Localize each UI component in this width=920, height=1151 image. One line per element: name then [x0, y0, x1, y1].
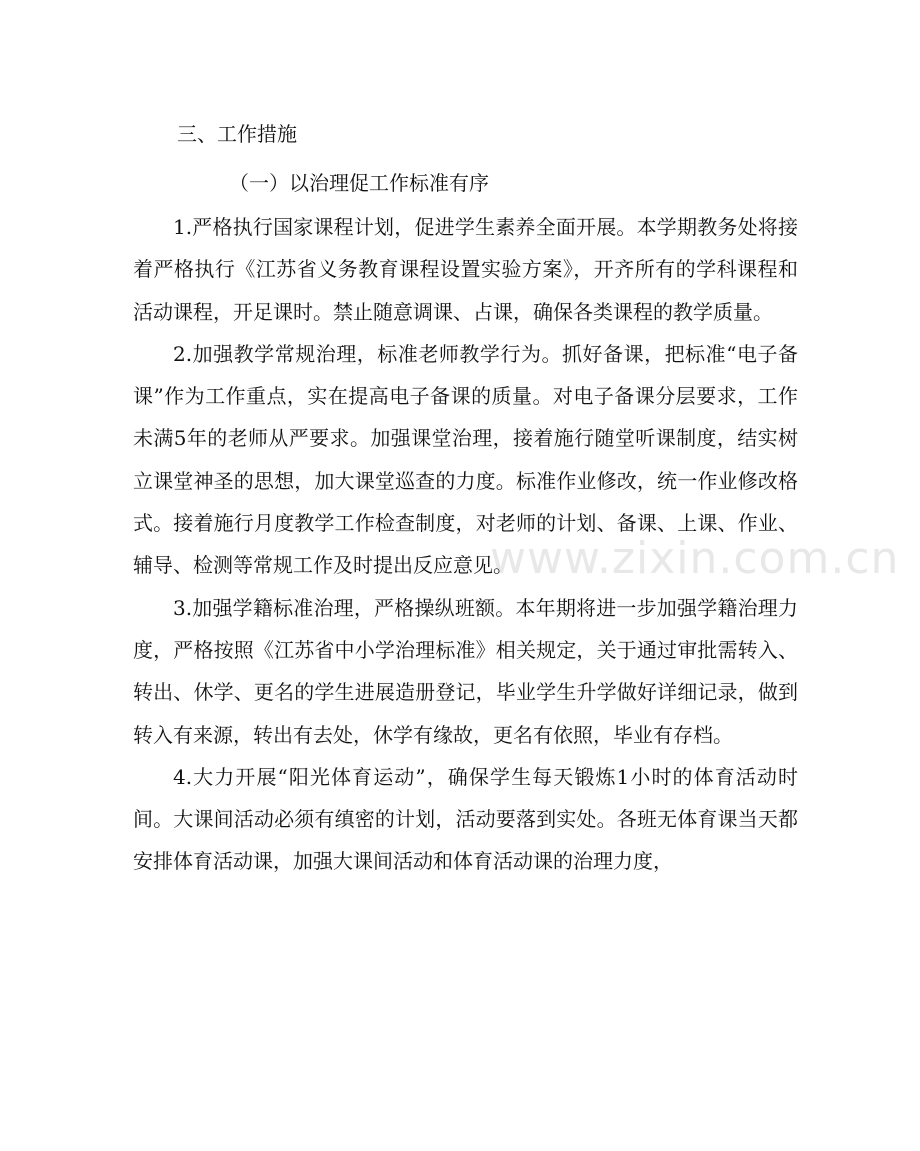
document-body [133, 108, 798, 883]
watermark: www.zixin.com.cn [490, 533, 900, 584]
paragraph-2: 2.加强教学常规治理，标准老师教学行为。抓好备课，把标准“电子备课”作为工作重点，实在提高电子备课的质量。对电子备课分层要求，工作未满5年的老师从严要求。加强课堂治理，接着施行随堂听课制度，结实树立课堂神圣的思想，加大课堂巡查的力度。标准作业修改，统一作业修改格式。接着施行月度教学工作检查制度，对老师的计划、备课、上课、作业、辅导、检测等常规工作及时提出反应意见。 [133, 341, 798, 578]
paragraph-1: 1.严格执行国家课程计划，促进学生素养全面开展。本学期教务处将接着严格执行《江苏省义务教育课程设置实验方案》，开齐所有的学科课程和活动课程，开足课时。禁止随意调课、占课，确保各类课程的教学质量。 [133, 215, 798, 324]
subsection-heading: （一）以治理促工作标准有序 [229, 171, 489, 195]
section-heading: 三、工作措施 [177, 122, 297, 146]
paragraph-3: 3.加强学籍标准治理，严格操纵班额。本年期将进一步加强学籍治理力度，严格按照《江苏省中小学治理标准》相关规定，关于通过审批需转入、转出、休学、更名的学生进展造册登记，毕业学生升学做好详细记录，做到转入有来源，转出有去处，休学有缘故，更名有依照，毕业有存档。 [133, 595, 798, 747]
paragraph-4: 4.大力开展“阳光体育运动”，确保学生每天锻炼1小时的体育活动时间。大课间活动必须有缜密的计划，活动要落到实处。各班无体育课当天都安排体育活动课，加强大课间活动和体育活动课的治理力度， [133, 764, 798, 874]
